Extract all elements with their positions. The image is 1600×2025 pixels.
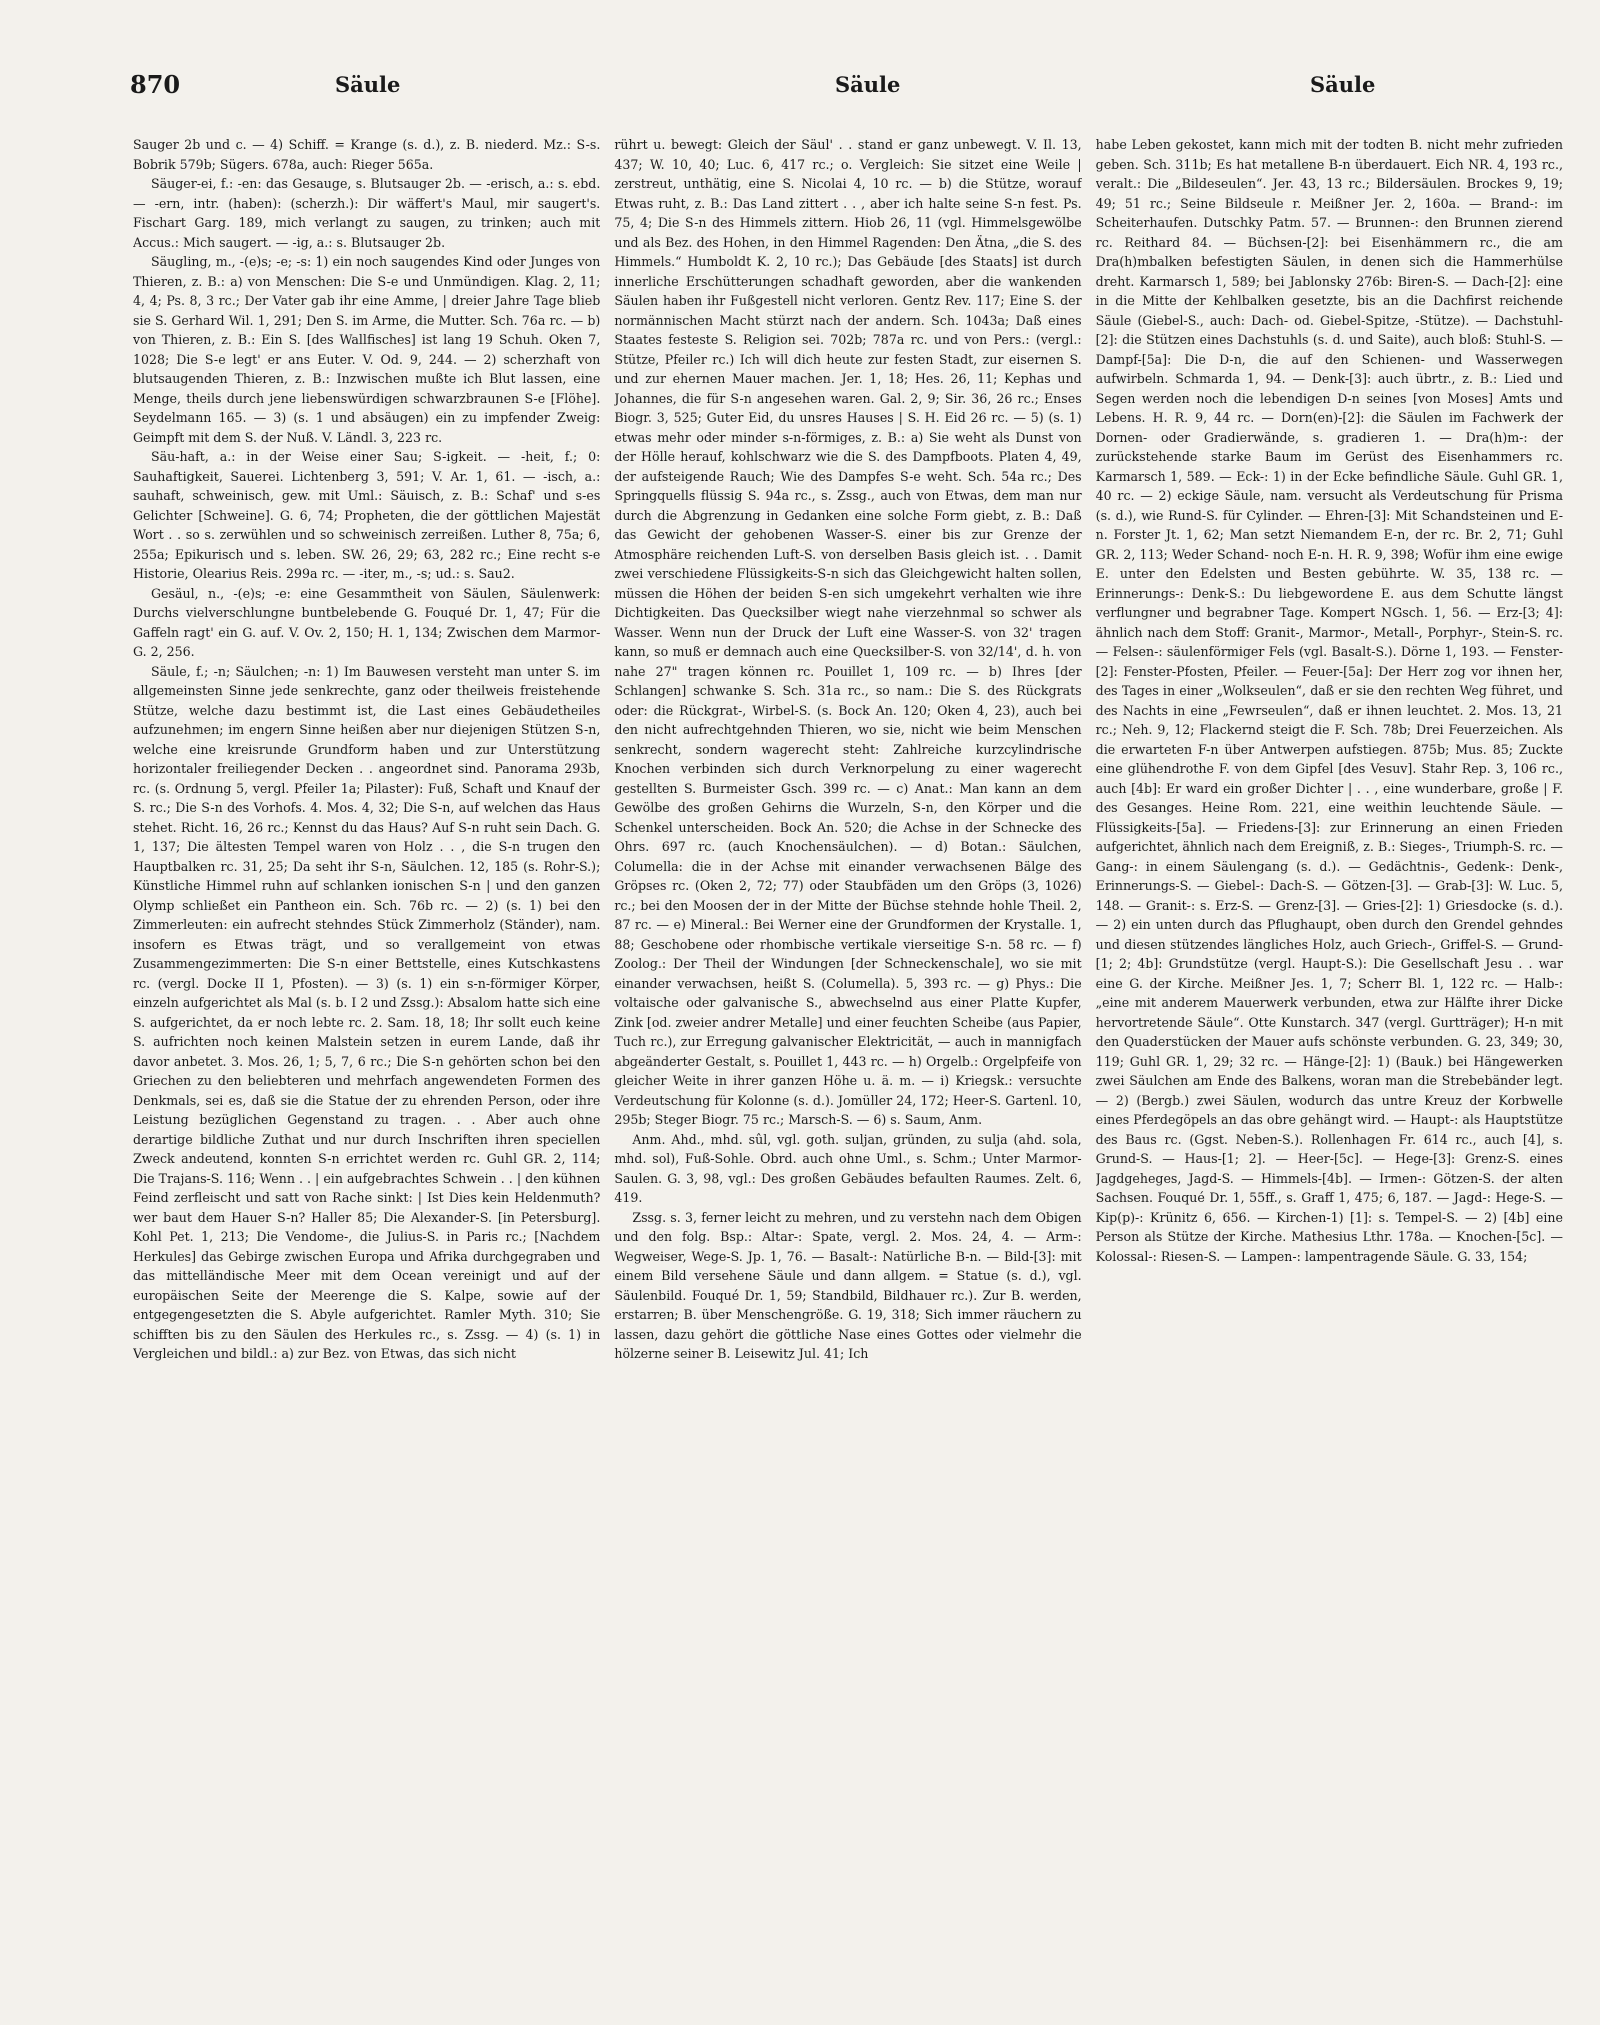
page-header (130, 70, 1560, 110)
column-left (133, 135, 600, 2000)
column-middle (614, 135, 1081, 2000)
entry-paragraph: rührt u. bewegt: Gleich der Säul' . . stand er ganz unbewegt. V. Il. 13, 437; W. 10, 40; Luc. 6, 417 rc.; o. Vergleich: Sie sitzet eine Weile | zerstreut, unthätig, eine S. Nicolai 4, 10 rc. — b) die Stütze, worauf Etwas ruht, z. B.: Das Land zittert . . , aber ich halte seine S-n fest. Ps. 75, 4; Die S-n des Himmels zittern. Hiob 26, 11 (vgl. Himmelsgewölbe und als Bez. des Hohen, in den Himmel Ragenden: Den Ätna, „die S. des Himmels.“ Humboldt K. 2, 10 rc.); Das Gebäude [des Staats] ist durch innerliche Erschütterungen schadhaft geworden, aber die wankenden Säulen haben ihr Fußgestell nicht verloren. Gentz Rev. 117; Eine S. der normännischen Macht stürzt nach der andern. Sch. 1043a; Daß eines Staates festeste S. Religion sei. 702b; 787a rc. und von Pers.: (vergl.: Stütze, Pfeiler rc.) Ich will dich heute zur festen Stadt, zur eisernen S. und zur ehernen Mauer machen. Jer. 1, 18; Hes. 26, 11; Kephas und Johannes, die für S-n angesehen waren. Gal. 2, 9; Sir. 36, 26 rc.; Enses Biogr. 3, 525; Guter Eid, du unsres Hauses | S. H. Eid 26 rc. — 5) (s. 1) etwas mehr oder minder s-n-förmiges, z. B.: a) Sie weht als Dunst von der Hölle herauf, kohlschwarz wie die S. des Dampfboots. Platen 4, 49, der aufsteigende Rauch; Wie des Dampfes S-e weht. Sch. 54a rc.; Des Springquells flüssig S. 94a rc., s. Zssg., auch von Etwas, dem man nur durch die Abgrenzung in Gedanken eine solche Form giebt, z. B.: Daß das Gewicht der gehobenen Wasser-S. einer bis zur Grenze der Atmosphäre reichenden Luft-S. von derselben Basis gleich ist. . . Damit zwei verschiedene Flüssigkeits-S-n sich das Gleichgewicht halten sollen, müssen die Höhen der beiden S-en sich umgekehrt verhalten wie ihre Dichtigkeiten. Das Quecksilber wiegt nahe vierzehnmal so schwer als Wasser. Wenn nun der Druck der Luft eine Wasser-S. von 32' tragen kann, so muß er demnach auch eine Quecksilber-S. von 32/14', d. h. von nahe 27" tragen können rc. Pouillet 1, 109 rc. — b) Ihres [der Schlangen] schwanke S. Sch. 31a rc., so nam.: Die S. des Rückgrats oder: die Rückgrat-, Wirbel-S. (s. Bock An. 120; Oken 4, 23), auch bei den nicht aufrechtgehnden Thieren, wo sie, nicht wie beim Menschen senkrecht, sondern wagerecht steht: Zahlreiche kurzcylindrische Knochen verbinden sich durch Verknorpelung zu einer wagerecht gestellten S. Burmeister Gsch. 399 rc. — c) Anat.: Man kann an dem Gewölbe des großen Gehirns die Wurzeln, S-n, den Körper und die Schenkel unterscheiden. Bock An. 520; die Achse in der Schnecke des Ohrs. 697 rc. (auch Knochensäulchen). — d) Botan.: Säulchen, Columella: die in der Achse mit einander verwachsenen Bälge des Gröpses rc. (Oken 2, 72; 77) oder Staubfäden um den Gröps (3, 1026) rc.; bei den Moosen der in der Mitte der Büchse stehnde hohle Theil. 2, 87 rc. — e) Mineral.: Bei Werner eine der Grundformen der Krystalle. 1, 88; Geschobene oder rhombische vertikale vierseitige S-n. 58 rc. — f) Zoolog.: Der Theil der Windungen [der Schneckenschale], wo sie mit einander verwachsen, heißt S. (Columella). 5, 393 rc. — g) Phys.: Die voltaische oder galvanische S., abwechselnd aus einer Platte Kupfer, Zink [od. zweier andrer Metalle] und einer feuchten Scheibe (aus Papier, Tuch rc.), zur Erregung galvanischer Elektricität, — auch in mannigfach abgeänderter Gestalt, s. Pouillet 1, 443 rc. — h) Orgelb.: Orgelpfeife von gleicher Weite in ihrer ganzen Höhe u. ä. m. — i) Kriegsk.: versuchte Verdeutschung für Kolonne (s. d.). Jomüller 24, 172; Heer-S. Gartenl. 10, 295b; Steger Biogr. 75 rc.; Marsch-S. — 6) s. Saum, Anm. (614, 137, 1082, 1127)
running-head-right: Säule (1310, 72, 1376, 97)
entry-paragraph: habe Leben gekostet, kann mich mit der todten B. nicht mehr zufrieden geben. Sch. 311b; Es hat metallene B-n überdauert. Eich NR. 4, 193 rc., veralt.: Die „Bildeseulen“. Jer. 43, 13 rc.; Bildersäulen. Brockes 9, 19; 49; 51 rc.; Seine Bildseule r. Meißner Jer. 2, 160a. — Brand-: im Scheiterhaufen. Dutschky Patm. 57. — Brunnen-: den Brunnen zierend rc. Reithard 84. — Büchsen-[2]: bei Eisenhämmern rc., die am Dra(h)mbalken befestigten Säulen, in denen sich die Hammerhülse dreht. Karmarsch 1, 589; bei Jablonsky 276b: Biren-S. — Dach-[2]: eine in die Mitte der Kehlbalken gesetzte, bis an die Dachfirst reichende Säule (Giebel-S., auch: Dach- od. Giebel-Spitze, -Stütze). — Dachstuhl-[2]: die Stützen eines Dachstuhls (s. d. und Saite), auch bloß: Stuhl-S. — Dampf-[5a]: Die D-n, die auf den Schienen- und Wasserwegen aufwirbeln. Schmarda 1, 94. — Denk-[3]: auch übrtr., z. B.: Lied und Segen werden noch die lebendigen D-n seines [von Moses] Amts und Lebens. H. R. 9, 44 rc. — Dorn(en)-[2]: die Säulen im Fachwerk der Dornen- oder Gradierwände, s. gradieren 1. — Dra(h)m-: der zurückstehende starke Baum im Gerüst des Eisenhammers rc. Karmarsch 1, 589. — Eck-: 1) in der Ecke befindliche Säule. Guhl GR. 1, 40 rc. — 2) eckige Säule, nam. versucht als Verdeutschung für Prisma (s. d.), wie Rund-S. für Cylinder. — Ehren-[3]: Mit Schandsteinen und E-n. Forster Jt. 1, 62; Man setzt Niemandem E-n, der rc. Br. 2, 71; Guhl GR. 2, 113; Weder Schand- noch E-n. H. R. 9, 398; Wofür ihm eine ewige E. unter den Edelsten und Besten gebührte. W. 35, 138 rc. — Erinnerungs-: Denk-S.: Du liebgewordene E. aus dem Schutte längst verflungner und begrabner Tage. Kompert NGsch. 1, 56. — Erz-[3; 4]: ähnlich nach dem Stoff: Granit-, Marmor-, Metall-, Porphyr-, Stein-S. rc. — Felsen-: säulenförmiger Fels (vgl. Basalt-S.). Dörne 1, 193. — Fenster-[2]: Fenster-Pfosten, Pfeiler. — Feuer-[5a]: Der Herr zog vor ihnen her, des Tages in einer „Wolkseulen“, daß er sie den rechten Weg führet, und des Nachts in eine „Fewrseulen“, daß er ihnen leuchtet. 2. Mos. 13, 21 rc.; Neh. 9, 12; Flackernd steigt die F. Sch. 78b; Drei Feuerzeichen. Als die erwarteten F-n über Antwerpen aufstiegen. 875b; Mus. 85; Zuckte eine glühendrothe F. von dem Gipfel [des Vesuv]. Stahr Rep. 3, 106 rc., auch [4b]: Er ward ein großer Dichter | . . , eine wunderbare, große | F. des Gesanges. Heine Rom. 221, eine weithin leuchtende Säule. — Flüssigkeits-[5a]. — Friedens-[3]: zur Erinnerung an einen Frieden aufgerichtet, ähnlich nach dem Ereigniß, z. B.: Sieges-, Triumph-S. rc. — Gang-: in einem Säulengang (s. d.). — Gedächtnis-, Gedenk-: Denk-, Erinnerungs-S. — Giebel-: Dach-S. — Götzen-[3]. — Grab-[3]: W. Luc. 5, 148. — Granit-: s. Erz-S. — Grenz-[3]. — Gries-[2]: 1) Griesdocke (s. d.). — 2) ein unten durch das Pflughaupt, oben durch den Grendel gehndes und diesen stützendes längliches Holz, auch Griech-, Griffel-S. — Grund-[1; 2; 4b]: Grundstütze (vergl. Haupt-S.): Die Gesellschaft Jesu . . war eine G. der Kirche. Meißner Jes. 1, 7; Scherr Bl. 1, 122 rc. — Halb-: „eine mit anderem Mauerwerk verbunden, etwa zur Hälfte ihrer Dicke hervortretende Säule“. Otte Kunstarch. 347 (vergl. Gurtträger); H-n mit den Quaderstücken der Mauer aufs schönste verbunden. G. 23, 349; 30, 119; Guhl GR. 1, 29; 32 rc. — Hänge-[2]: 1) (Bauk.) bei Hängewerken zwei Säulchen am Ende des Balkens, woran man die Strebebänder legt. — 2) (Bergb.) zwei Säulen, wodurch das untre Kreuz der Korbwelle eines Pferdegöpels an das obre gehängt wird. — Haupt-: als Hauptstütze des Baus rc. (Ggst. Neben-S.). Rollenhagen Fr. 614 rc., auch [4], s. Grund-S. — Haus-[1; 2]. — Heer-[5c]. — Hege-[3]: Grenz-S. eines Jagdgeheges, Jagd-S. — Himmels-[4b]. — Irmen-: Götzen-S. der alten Sachsen. Fouqué Dr. 1, 55ff., s. Graff 1, 475; 6, 187. — Jagd-: Hege-S. — Kip(p)-: Krünitz 6, 656. — Kirchen-1) [1]: s. Tempel-S. — 2) [4b] eine Person als Stütze der Kirche. Mathesius Lthr. 178a. — Knochen-[5c]. — Kolossal-: Riesen-S. — Lampen-: lampentragende Säule. G. 33, 154; (1095, 137, 1563, 1264)
entry-paragraph: Säu-haft, a.: in der Weise einer Sau; S-igkeit. — -heit, f.; 0: Sauhaftigkeit, Sauerei. Lichtenberg 3, 591; V. Ar. 1, 61. — -isch, a.: sauhaft, schweinisch, gew. mit Uml.: Säuisch, z. B.: Schaf' und s-es Gelichter [Schweine]. G. 6, 74; Propheten, die der göttlichen Majestät Wort . . so s. zerwühlen und so schweinisch zerreißen. Luther 8, 75a; 6, 255a; Epikurisch und s. leben. SW. 26, 29; 63, 282 rc.; Eine recht s-e Historie, Olearius Reis. 299a rc. — -iter, m., -s; ud.: s. Sau2. (133, 449, 601, 581)
entry-paragraph: Säuger-ei, f.: -en: das Gesauge, s. Blutsauger 2b. — -erisch, a.: s. ebd. — -ern, intr. (haben): (scherzh.): Dir wäffert's Maul, mir saugert's. Fischart Garg. 189, mich verlangt zu saugen, zu trinken; auch mit Accus.: Mich saugert. — -ig, a.: s. Blutsauger 2b. (133, 176, 601, 250)
entry-paragraph: Säule, f.; -n; Säulchen; -n: 1) Im Bauwesen versteht man unter S. im allgemeinsten Sinne jede senkrechte, ganz oder theilweis freistehende Stütze, welche dazu bestimmt ist, die Last eines Gebäudetheiles aufzunehmen; im engern Sinne heißen aber nur diejenigen Stützen S-n, welche eine kreisrunde Grundform haben und zur Unterstützung horizontaler freiliegender Decken . . angeordnet sind. Panorama 293b, rc. (s. Ordnung 5, vergl. Pfeiler 1a; Pilaster): Fuß, Schaft und Knauf der S. rc.; Die S-n des Vorhofs. 4. Mos. 4, 32; Die S-n, auf welchen das Haus stehet. Richt. 16, 26 rc.; Kennst du das Haus? Auf S-n ruht sein Dach. G. 1, 137; Die ältesten Tempel waren von Holz . . , die S-n trugen den Hauptbalken rc. 31, 25; Da seht ihr S-n, Säulchen. 12, 185 (s. Rohr-S.); Künstliche Himmel ruhn auf schlanken ionischen S-n | und den ganzen Olymp schließet ein Pantheon ein. Sch. 76b rc. — 2) (s. 1) bei den Zimmerleuten: ein aufrecht stehndes Stück Zimmerholz (Ständer), nam. insofern es Etwas trägt, und so verallgemeint von etwas Zusammengezimmerten: Die S-n einer Bettstelle, eines Kutschkastens rc. (vergl. Docke II 1, Pfosten). — 3) (s. 1) ein s-n-förmiger Körper, einzeln aufgerichtet als Mal (s. b. I 2 und Zssg.): Absalom hatte sich eine S. aufgerichtet, da er noch lebte rc. 2. Sam. 18, 18; Ihr sollt euch keine S. aufrichten noch keinen Malstein setzen in eurem Lande, daß ihr davor anbetet. 3. Mos. 26, 1; 5, 7, 6 rc.; Die S-n gehörten schon bei den Griechen zu den beliebteren und mehrfach angewendeten Formen des Denkmals, sei es, daß sie die Statue der zu ehrenden Person, oder ihre Leistung bezüglichen Gegenstand zu tragen. . . Aber auch ohne derartige bildliche Zuthat und nur durch Inschriften ihren speciellen Zweck andeutend, konnten S-n errichtet werden rc. Guhl GR. 2, 114; Die Trajans-S. 116; Wenn . . | ein aufgebrachtes Schwein . . | den kühnen Feind zerfleischt und satt von Rache sinkt: | Ist Dies kein Heldenmuth? wer baut dem Hauer S-n? Haller 85; Die Alexander-S. [in Petersburg]. Kohl Pet. 1, 213; Die Vendome-, die Julius-S. in Paris rc.; [Nachdem Herkules] das Gebirge zwischen Europa und Afrika durchgegraben und das mittelländische Meer mit dem Ocean vereinigt und auf der europäischen Seite der Meerenge die S. Kalpe, sowie auf der entgegengesetzten die S. Abyle aufgerichtet. Ramler Myth. 310; Sie schifften bis zu den Säulen des Herkules rc., s. Zssg. — 4) (s. 1) in Vergleichen und bildl.: a) zur Bez. von Etwas, das sich nicht (133, 663, 601, 1361)
entry-paragraph: Sauger 2b und c. — 4) Schiff. = Krange (s. d.), z. B. niederd. Mz.: S-s. Bobrik 579b; Sügers. 678a, auch: Rieger 565a. (133, 137, 601, 172)
entry-paragraph: Säugling, m., -(e)s; -e; -s: 1) ein noch saugendes Kind oder Junges von Thieren, z. B.: a) von Menschen: Die S-e und Unmündigen. Klag. 2, 11; 4, 4; Ps. 8, 3 rc.; Der Vater gab ihr eine Amme, | dreier Jahre Tage blieb sie S. Gerhard Wil. 1, 291; Den S. im Arme, die Mutter. Sch. 76a rc. — b) von Thieren, z. B.: Ein S. [des Wallfisches] ist lang 19 Schuh. Oken 7, 1028; Die S-e legt' er ans Euter. V. Od. 9, 244. — 2) scherzhaft von blutsaugenden Thieren, z. B.: Inzwischen mußte ich Blut lassen, eine Menge, theils durch jene liebenswürdigen schwarzbraunen S-e [Flöhe]. Seydelmann 165. — 3) (s. 1 und absäugen) ein zu impfender Zweig: Geimpft mit dem S. der Nuß. V. Ländl. 3, 223 rc. (133, 254, 601, 445)
running-head-left: Säule (335, 72, 401, 97)
entry-paragraph: Zssg. s. 3, ferner leicht zu mehren, und zu verstehn nach dem Obigen und den folg. Bsp.: Altar-: Spate, vergl. 2. Mos. 24, 4. — Arm-: Wegweiser, Wege-S. Jp. 1, 76. — Basalt-: Natürliche B-n. — Bild-[3]: mit einem Bild versehene Säule und dann allgem. = Statue (s. d.), vgl. Säulenbild. Fouqué Dr. 1, 59; Standbild, Bildhauer rc.). Zur B. werden, erstarren; B. über Menschengröße. G. 19, 318; Sich immer räuchern zu lassen, dazu gehört die göttliche Nase eines Gottes oder vielmehr die hölzerne seiner B. Leisewitz Jul. 41; Ich (614, 1209, 1082, 1361)
entry-paragraph: Gesäul, n., -(e)s; -e: eine Gesammtheit von Säulen, Säulenwerk: Durchs vielverschlungne buntbelebende G. Fouqué Dr. 1, 47; Für die Gaffeln ragt' ein G. auf. V. Ov. 2, 150; H. 1, 134; Zwischen dem Marmor-G. 2, 256. (133, 585, 601, 659)
entry-paragraph: Anm. Ahd., mhd. sûl, vgl. goth. suljan, gründen, zu sulja (ahd. sola, mhd. sol), Fuß-Sohle. Obrd. auch ohne Uml., s. Schm.; Unter Marmor-Saulen. G. 3, 98, vgl.: Des großen Gebäudes befaulten Raumes. Zelt. 6, 419. (614, 1131, 1082, 1205)
text-columns (133, 135, 1563, 2000)
page-number: 870 (130, 70, 181, 99)
column-right (1096, 135, 1563, 2000)
running-head-center: Säule (835, 72, 901, 97)
